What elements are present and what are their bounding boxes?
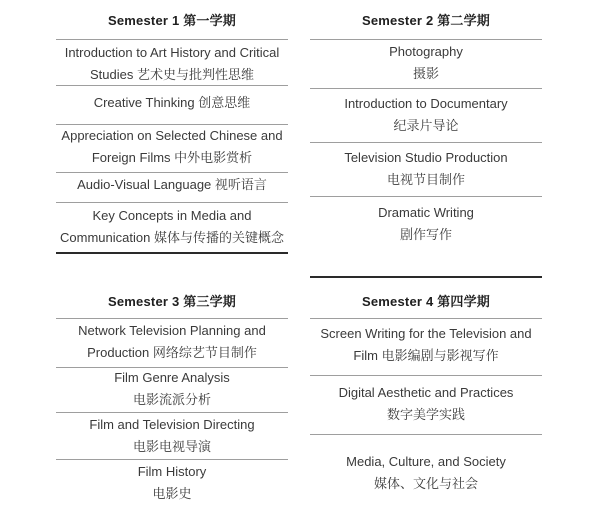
row-divider xyxy=(310,434,542,435)
course-text-line: Foreign Films 中外电影赏析 xyxy=(91,150,253,165)
course-item xyxy=(310,451,542,495)
course-text-line: Key Concepts in Media and xyxy=(92,208,252,223)
course-text-line: Introduction to Documentary xyxy=(344,96,508,111)
row-divider xyxy=(310,375,542,376)
course-text-line: Production 网络综艺节目制作 xyxy=(87,345,257,360)
semester-title: Semester 3 第三学期 xyxy=(108,294,236,309)
course-text-line: Appreciation on Selected Chinese and xyxy=(61,128,283,143)
course-text-line: 电影史 xyxy=(152,486,192,501)
course-text-line: 电影流派分析 xyxy=(132,392,211,407)
course-text-line: Digital Aesthetic and Practices xyxy=(338,385,514,400)
course-text-line: Network Television Planning and xyxy=(78,323,266,338)
course-item xyxy=(310,382,542,426)
course-text-line: 电视节目制作 xyxy=(386,172,465,187)
semester-4-section xyxy=(310,0,542,503)
row-divider xyxy=(56,412,288,413)
course-text-line: 电影电视导演 xyxy=(132,439,211,454)
course-text-line: Communication 媒体与传播的关键概念 xyxy=(60,230,284,245)
course-text-line: Audio-Visual Language 视听语言 xyxy=(77,177,267,192)
course-text-line: Film and Television Directing xyxy=(89,417,255,432)
semester-title: Semester 1 第一学期 xyxy=(108,13,236,28)
course-text-line: 剧作写作 xyxy=(399,227,452,242)
course-text-line: 纪录片导论 xyxy=(393,118,459,133)
course-text-line: Photography xyxy=(389,44,463,59)
semester-title: Semester 2 第二学期 xyxy=(362,13,490,28)
course-text-line: Film Genre Analysis xyxy=(114,370,230,385)
semester-3-section xyxy=(56,0,288,503)
course-item xyxy=(56,367,288,411)
course-item xyxy=(310,323,542,367)
row-divider xyxy=(56,459,288,460)
course-text-line: 数字美学实践 xyxy=(386,407,465,422)
course-text-line: Studies 艺术史与批判性思维 xyxy=(90,67,254,82)
course-item xyxy=(56,414,288,458)
course-text-line: Film 电影编剧与影视写作 xyxy=(353,348,499,363)
row-divider xyxy=(310,318,542,319)
course-item xyxy=(56,320,288,364)
course-text-line: Film History xyxy=(137,464,207,479)
course-text-line: Screen Writing for the Television and xyxy=(320,326,532,341)
course-text-line: 媒体、文化与社会 xyxy=(373,476,478,491)
course-text-line: Dramatic Writing xyxy=(378,205,474,220)
course-text-line: Media, Culture, and Society xyxy=(346,454,506,469)
row-divider xyxy=(56,318,288,319)
semester-title: Semester 4 第四学期 xyxy=(362,294,490,309)
course-text-line: Introduction to Art History and Critical xyxy=(64,45,280,60)
course-item xyxy=(56,461,288,505)
course-text-line: Television Studio Production xyxy=(344,150,508,165)
course-text-line: Creative Thinking 创意思维 xyxy=(93,95,251,110)
course-text-line: 摄影 xyxy=(412,66,439,81)
